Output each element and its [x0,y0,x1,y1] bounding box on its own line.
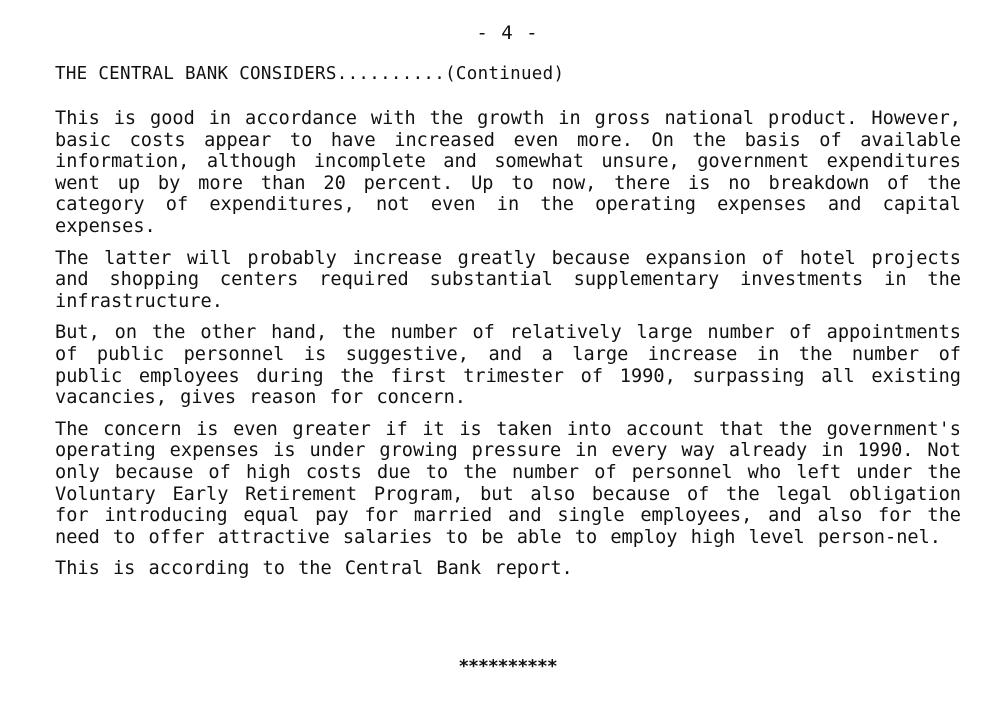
body-text [55,108,961,590]
paragraph-infrastructure: The latter will probably increase greatly because expansion of hotel projects and shopping centers required substantial supplementary investments in the infrastructure. [55,247,961,312]
section-heading: THE CENTRAL BANK CONSIDERS..........(Continued) [55,64,565,84]
paragraph-public-personnel: But, on the other hand, the number of relatively large number of appointments of public personnel is suggestive, and a large increase in the number of public employees during the first trimester of 1990, surpassing all existing vacancies, gives reason for concern. [55,322,961,409]
end-divider: ********** [458,656,557,677]
paragraph-operating-expenses: The concern is even greater if it is taken into account that the government's operating expenses is under growing pressure in every way already in 1990. Not only because of high costs due to the number of personnel who left under the Voluntary Early Retirement Program, but also because of the legal obligation for introducing equal pay for married and single employees, and also for the need to offer attractive salaries to be able to employ high level person-nel. [55,418,961,548]
page-number: - 4 - [476,22,539,44]
paragraph-gnp-growth: This is good in accordance with the growth in gross national product. However, basic costs appear to have increased even more. On the basis of available information, although incomplete and somewhat unsure, government expenditures went up by more than 20 percent. Up to now, there is no breakdown of the category of expenditures, not even in the operating expenses and capital expenses. [55,108,961,237]
paragraph-source: This is according to the Central Bank report. [55,558,573,580]
